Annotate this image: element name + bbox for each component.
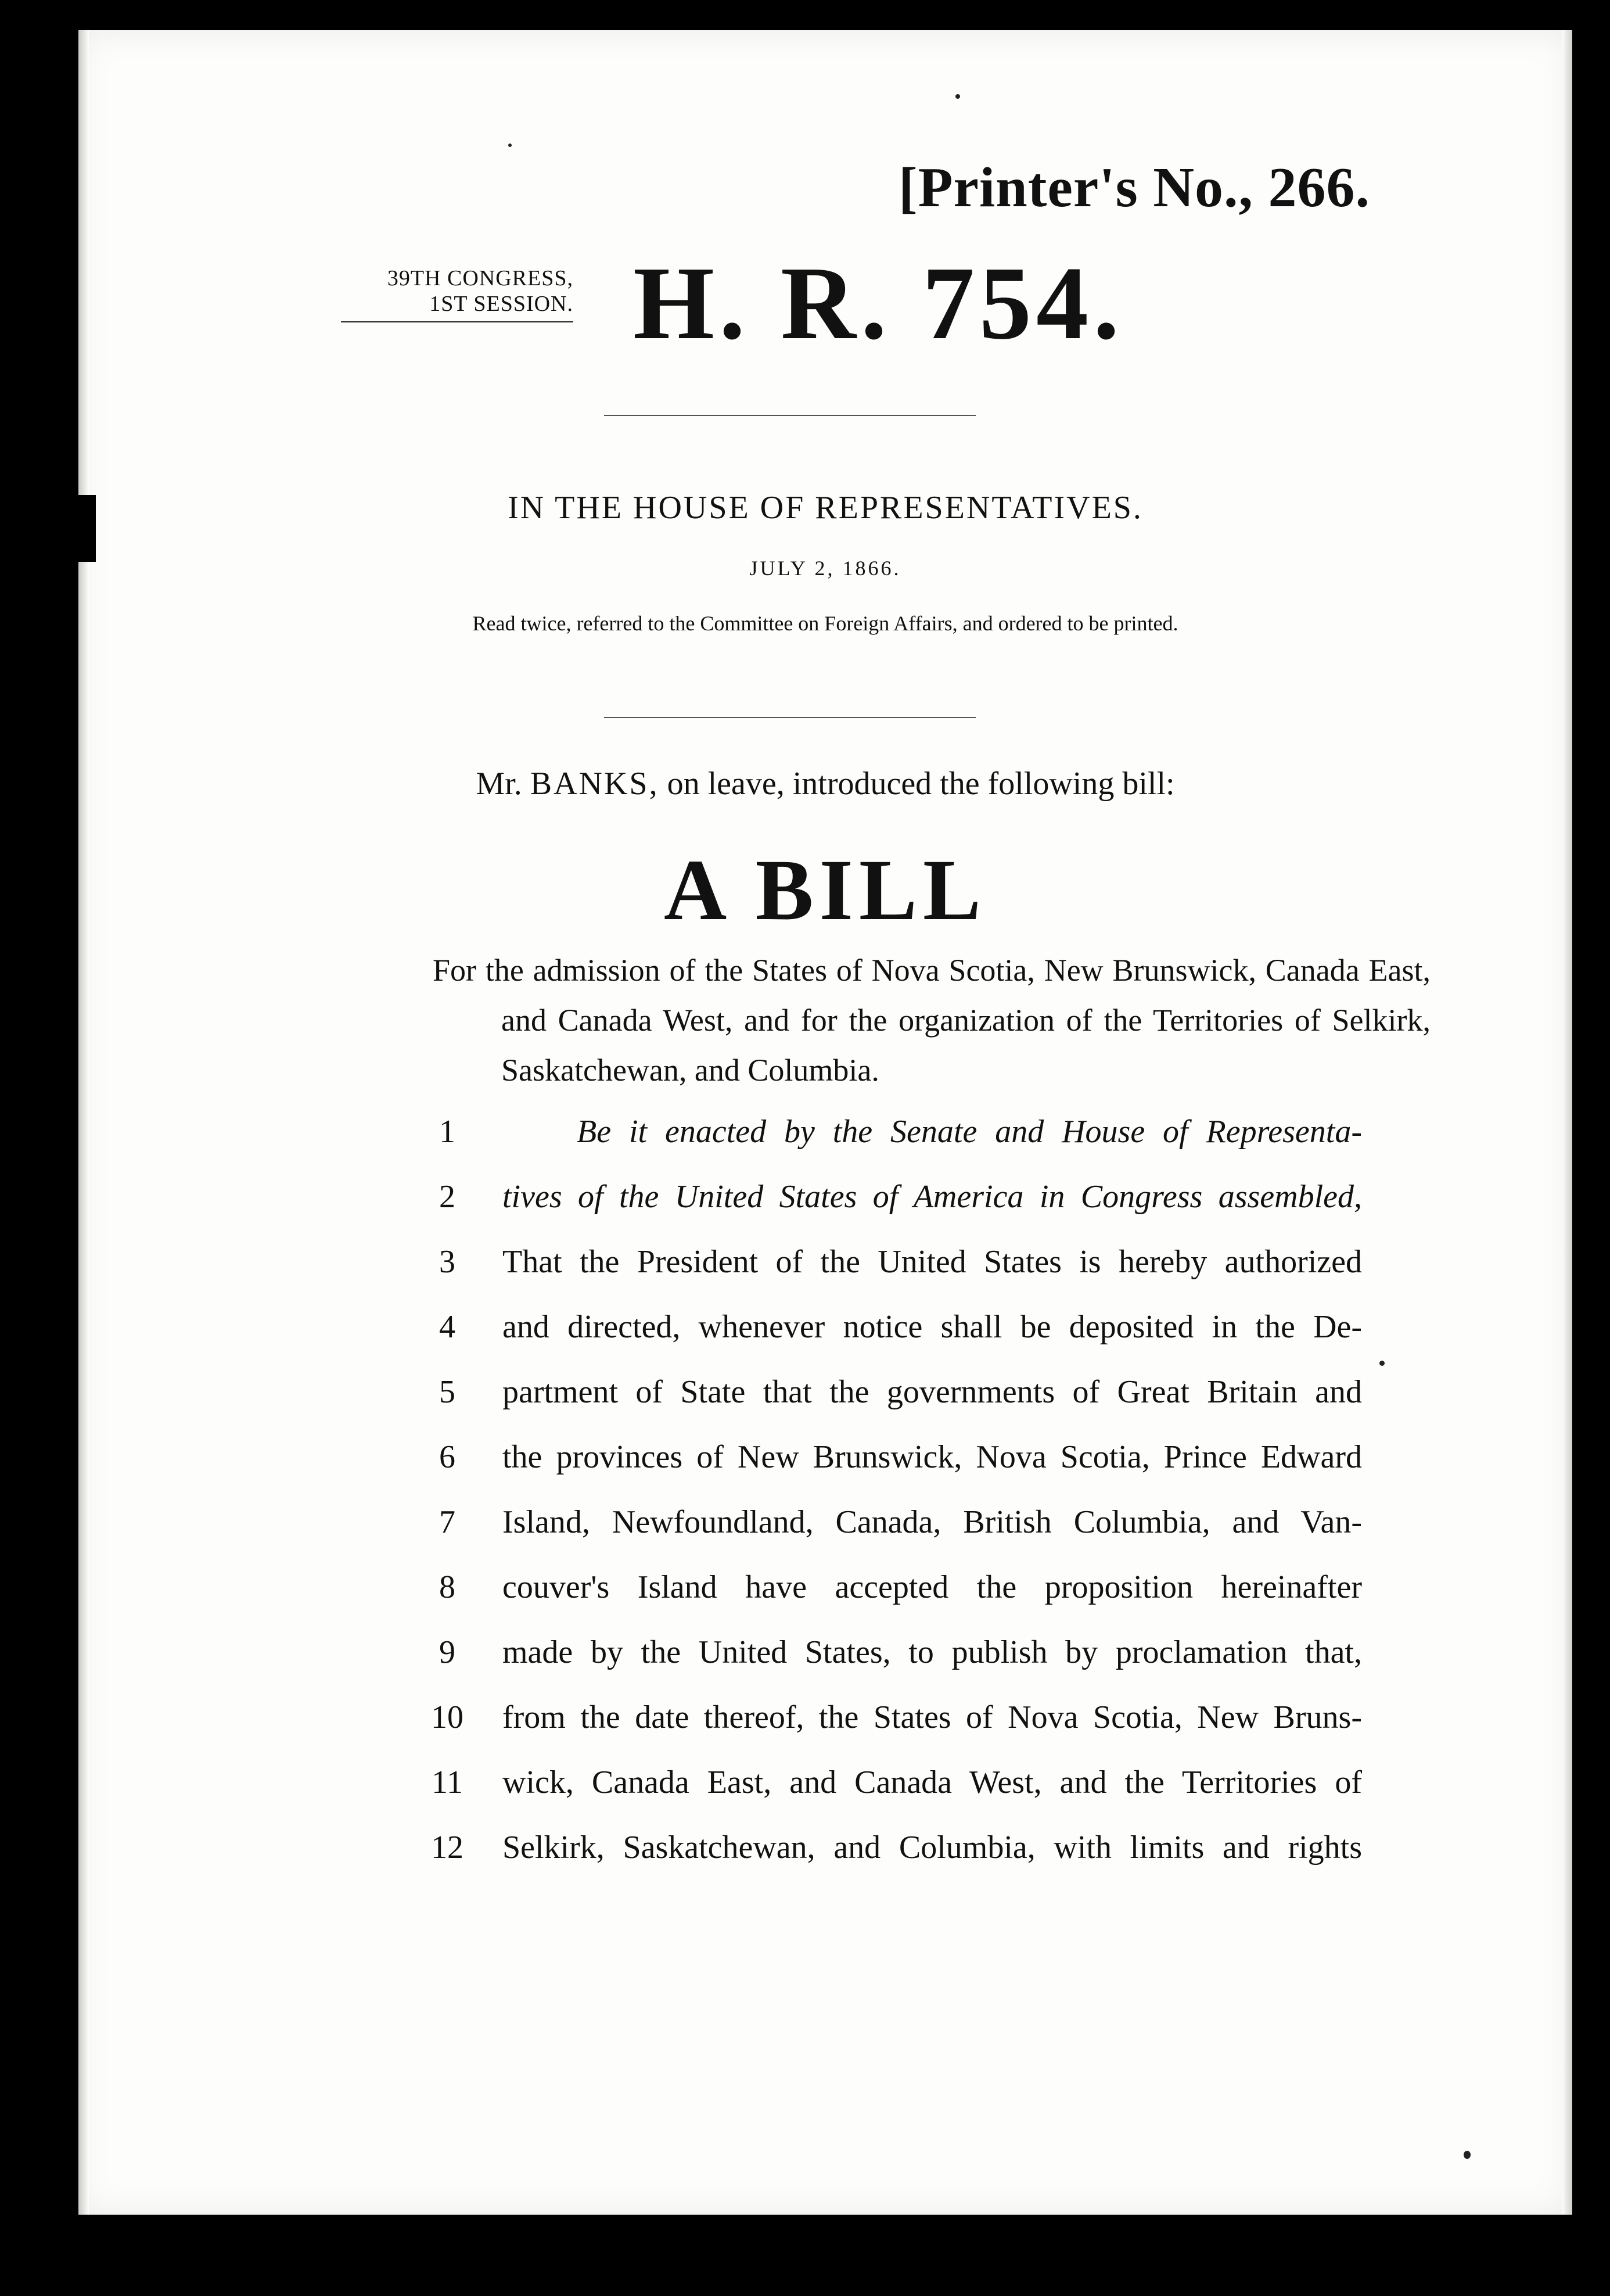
line-number: 11 [432,1764,463,1800]
bill-line [421,1425,1362,1490]
bill-line [421,1164,1362,1229]
line-number: 10 [431,1699,463,1735]
congress-session [341,266,573,322]
introducer-name: BANKS, [530,766,659,802]
line-text: the provinces of New Brunswick, Nova Scotia, Prince Edward [502,1439,1362,1475]
scan-speck [508,144,512,147]
bill-line [421,1229,1362,1294]
bill-line [421,1750,1362,1815]
line-text: made by the United States, to publish by proclamation that, [502,1634,1362,1670]
bill-line [421,1359,1362,1425]
line-number: 12 [431,1829,463,1866]
line-text: and directed, whenever notice shall be deposited in the De- [502,1309,1362,1345]
line-text: tives of the United States of America in Congress assembled, [502,1179,1362,1215]
line-number: 2 [439,1179,455,1215]
line-text: from the date thereof, the States of Nova Scotia, New Bruns- [502,1699,1362,1735]
date-line: JULY 2, 1866. [749,557,901,580]
session-label: 1ST SESSION. [429,292,573,316]
line-number: 1 [439,1114,455,1150]
line-text: Selkirk, Saskatchewan, and Columbia, with limits and rights [502,1829,1362,1866]
bill-line [421,1815,1362,1880]
line-number: 6 [439,1439,455,1475]
line-number: 9 [439,1634,455,1670]
scan-speck [1379,1361,1385,1366]
line-text: wick, Canada East, and Canada West, and the Territories of [502,1764,1362,1800]
line-text: That the President of the United States is hereby authorized [502,1244,1362,1280]
introduced-rest: on leave, introduced the following bill: [667,766,1175,802]
line-number: 3 [439,1244,455,1280]
bill-line [421,1490,1362,1555]
congress-label: 39TH CONGRESS, [387,266,573,290]
bill-line [421,1620,1362,1685]
introduced-prefix: Mr. [476,766,522,802]
printer-number: [Printer's No., 266. [899,156,1370,219]
line-text: Be it enacted by the Senate and House of Representa- [577,1114,1362,1150]
scan-speck [955,94,960,99]
referral-note: Read twice, referred to the Committee on Foreign Affairs, and ordered to be printed. [472,612,1178,635]
bill-number: H. R. 754. [633,245,1124,361]
bill-heading: A BILL [663,842,987,938]
line-text: partment of State that the governments of Great Britain and [502,1374,1362,1410]
bill-line [421,1685,1362,1750]
document-page [78,30,1572,2215]
introduced-line [78,765,1572,802]
session-underline [341,321,573,322]
page-edge-right [1562,30,1572,2215]
bill-line [421,1099,1362,1164]
scan-speck [1464,2151,1471,2159]
bill-line [421,1555,1362,1620]
line-text: Island, Newfoundland, Canada, British Columbia, and Van- [502,1504,1362,1540]
house-title: IN THE HOUSE OF REPRESENTATIVES. [508,490,1143,526]
bill-body [421,1099,1362,1880]
divider-top [604,415,976,416]
line-number: 8 [439,1569,455,1605]
line-text: couver's Island have accepted the proposition hereinafter [502,1569,1362,1605]
page-edge-left [78,30,89,2215]
line-number: 5 [439,1374,455,1410]
bill-line [421,1294,1362,1359]
line-number: 4 [439,1309,455,1345]
bill-title: For the admission of the States of Nova Scotia, New Brunswick, Canada East, and Canada West, and for the organization of the Territories of Selkirk, Saskatchewan, and Columbia. [433,953,1431,1088]
line-number: 7 [439,1504,455,1540]
divider-middle [604,717,976,718]
